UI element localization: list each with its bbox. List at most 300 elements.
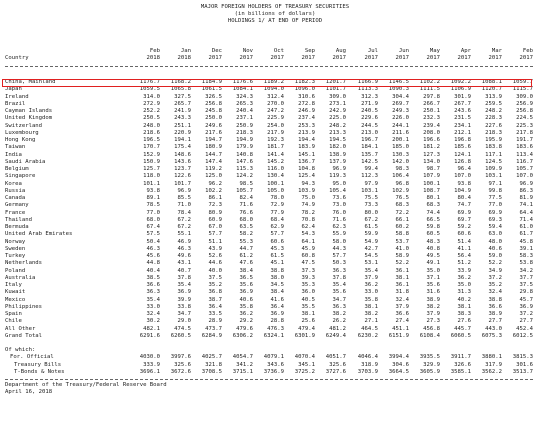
cell-value: 50.4 bbox=[146, 238, 160, 245]
cell-value: 4025.7 bbox=[201, 354, 222, 361]
cell-value: 125.4 bbox=[298, 173, 315, 180]
cell-value: 6230.2 bbox=[357, 332, 378, 339]
cell-value: 32.4 bbox=[146, 311, 160, 317]
cell-value: 217.8 bbox=[516, 129, 533, 136]
cell-value: 100.1 bbox=[423, 180, 440, 187]
cell-value: 107.9 bbox=[423, 173, 440, 180]
country-name: All Other bbox=[5, 325, 36, 332]
cell-value: 309.0 bbox=[329, 93, 346, 100]
cell-value: 3727.6 bbox=[325, 368, 346, 375]
cell-value: 117.1 bbox=[485, 151, 502, 158]
cell-value: 77.0 bbox=[146, 209, 160, 216]
cell-value: 325.6 bbox=[329, 361, 346, 368]
cell-value: 445.7 bbox=[454, 325, 471, 332]
cell-value: 208.0 bbox=[423, 129, 440, 136]
cell-value: 4051.7 bbox=[325, 354, 346, 361]
cell-value: 196.6 bbox=[423, 137, 440, 143]
cell-value: 6291.6 bbox=[139, 332, 160, 339]
country-name: Saudi Arabia bbox=[5, 158, 46, 165]
cell-value: 59.0 bbox=[488, 253, 502, 259]
cell-value: 67.4 bbox=[146, 224, 160, 230]
cell-value: 452.4 bbox=[516, 325, 533, 332]
country-name: Mexico bbox=[5, 296, 26, 303]
footer-divider bbox=[5, 379, 533, 380]
cell-value: 118.0 bbox=[143, 173, 160, 180]
page-title: MAJOR FOREIGN HOLDERS OF TREASURY SECURITIES bbox=[200, 4, 350, 10]
cell-value: 42.7 bbox=[364, 245, 378, 252]
cell-value: 239.4 bbox=[423, 122, 440, 129]
cell-value: 38.2 bbox=[426, 303, 440, 310]
cell-value: 31.8 bbox=[395, 289, 409, 296]
cell-value: 98.7 bbox=[426, 166, 440, 172]
cell-value: 26.2 bbox=[332, 318, 346, 325]
cell-value: 38.2 bbox=[332, 311, 346, 317]
cell-value: 213.0 bbox=[361, 129, 378, 136]
cell-value: 124.1 bbox=[454, 151, 471, 158]
cell-value: 250.0 bbox=[205, 115, 222, 122]
cell-value: 74.4 bbox=[426, 209, 440, 216]
cell-value: 58.9 bbox=[395, 253, 409, 259]
cell-value: 51.1 bbox=[208, 238, 222, 245]
cell-value: 105.4 bbox=[329, 187, 346, 194]
cell-value: 474.5 bbox=[174, 325, 191, 332]
cell-value: 1090.3 bbox=[388, 86, 409, 93]
cell-value: 6324.1 bbox=[263, 332, 284, 339]
cell-value: 6060.5 bbox=[450, 332, 471, 339]
cell-value: 254.0 bbox=[267, 122, 284, 129]
cell-value: 237.1 bbox=[236, 115, 253, 122]
cell-value: 1059.7 bbox=[512, 79, 533, 85]
cell-value: 217.9 bbox=[267, 129, 284, 136]
cell-value: 36.9 bbox=[177, 289, 191, 296]
cell-value: 123.7 bbox=[174, 166, 191, 172]
cell-value: 36.2 bbox=[239, 311, 253, 317]
cell-value: 3997.6 bbox=[170, 354, 191, 361]
cell-value: 93.8 bbox=[457, 180, 471, 187]
col-header-month: Aug bbox=[335, 48, 346, 54]
cell-value: 225.0 bbox=[329, 115, 346, 122]
cell-value: 47.5 bbox=[301, 260, 315, 267]
cell-value: 126.8 bbox=[454, 158, 471, 165]
col-header-month: Apr bbox=[460, 48, 471, 54]
cell-value: 196.8 bbox=[454, 137, 471, 143]
cell-value: 136.7 bbox=[298, 158, 315, 165]
country-name: Korea bbox=[5, 180, 22, 187]
cell-value: 343.6 bbox=[267, 361, 284, 368]
cell-value: 35.8 bbox=[239, 303, 253, 310]
cell-value: 147.6 bbox=[236, 158, 253, 165]
cell-value: 3585.1 bbox=[450, 368, 471, 375]
cell-value: 451.1 bbox=[392, 325, 409, 332]
col-header-month: Jul bbox=[367, 48, 378, 54]
cell-value: 194.9 bbox=[236, 137, 253, 143]
cell-value: 60.6 bbox=[457, 231, 471, 238]
cell-value: 116.0 bbox=[267, 166, 284, 172]
page-subtitle: (in billions of dollars) bbox=[234, 11, 316, 17]
cell-value: 140.8 bbox=[236, 151, 253, 158]
cell-value: 1065.8 bbox=[170, 86, 191, 93]
cell-value: 184.1 bbox=[361, 144, 378, 151]
cell-value: 67.2 bbox=[177, 224, 191, 230]
country-name: Turkey bbox=[5, 253, 26, 259]
footer-source: Department of the Treasury/Federal Reserve Board bbox=[5, 382, 167, 388]
cell-value: 267.7 bbox=[454, 100, 471, 107]
cell-value: 35.4 bbox=[332, 282, 346, 288]
cell-value: 25.6 bbox=[301, 318, 315, 325]
cell-value: 49.6 bbox=[177, 253, 191, 259]
cell-value: 3513.7 bbox=[512, 368, 533, 375]
cell-value: 81.9 bbox=[519, 195, 533, 201]
col-header-year: 2017 bbox=[488, 55, 502, 61]
cell-value: 225.9 bbox=[267, 115, 284, 122]
cell-value: 37.9 bbox=[364, 274, 378, 281]
cell-value: 58.3 bbox=[519, 253, 533, 259]
cell-value: 225.3 bbox=[516, 122, 533, 129]
cell-value: 29.2 bbox=[239, 318, 253, 325]
cell-value: 3696.1 bbox=[139, 368, 160, 375]
cell-value: 47.6 bbox=[239, 260, 253, 267]
cell-value: 77.5 bbox=[488, 195, 502, 201]
cell-value: 3562.2 bbox=[481, 368, 502, 375]
country-name: Australia bbox=[5, 274, 36, 281]
cell-value: 251.1 bbox=[174, 122, 191, 129]
cell-value: 181.7 bbox=[267, 144, 284, 151]
cell-value: 112.3 bbox=[361, 173, 378, 180]
cell-value: 55.9 bbox=[332, 231, 346, 238]
cell-value: 194.1 bbox=[174, 137, 191, 143]
country-name: Netherlands bbox=[5, 260, 43, 267]
cell-value: 130.4 bbox=[267, 173, 284, 180]
cell-value: 250.9 bbox=[236, 122, 253, 129]
cell-value: 68.0 bbox=[146, 216, 160, 223]
cell-value: 479.4 bbox=[298, 325, 315, 332]
cell-value: 243.3 bbox=[174, 115, 191, 122]
country-name: France bbox=[5, 209, 26, 216]
cell-value: 272.8 bbox=[298, 100, 315, 107]
cell-value: 36.3 bbox=[332, 267, 346, 274]
cell-value: 54.3 bbox=[301, 231, 315, 238]
cell-value: 36.6 bbox=[395, 311, 409, 317]
cell-value: 60.2 bbox=[395, 224, 409, 230]
cell-value: 64.1 bbox=[301, 238, 315, 245]
country-name: Ireland bbox=[5, 93, 29, 100]
cell-value: 147.4 bbox=[205, 158, 222, 165]
cell-value: 40.7 bbox=[177, 267, 191, 274]
cell-value: 74.9 bbox=[301, 202, 315, 209]
cell-value: 44.7 bbox=[239, 245, 253, 252]
cell-value: 1201.7 bbox=[325, 79, 346, 85]
cell-value: 37.5 bbox=[208, 274, 222, 281]
cell-value: 40.5 bbox=[301, 296, 315, 303]
cell-value: 35.0 bbox=[426, 267, 440, 274]
country-name: United Kingdom bbox=[5, 115, 53, 122]
cell-value: 36.0 bbox=[301, 289, 315, 296]
cell-value: 248.2 bbox=[485, 108, 502, 114]
cell-value: 341.2 bbox=[236, 361, 253, 368]
cell-value: 96.9 bbox=[177, 187, 191, 194]
cell-value: 4079.1 bbox=[263, 354, 284, 361]
col-header-year: 2017 bbox=[239, 55, 253, 61]
cell-value: 105.0 bbox=[267, 187, 284, 194]
cell-value: 41.0 bbox=[395, 245, 409, 252]
cell-value: 196.7 bbox=[361, 137, 378, 143]
cell-value: 34.9 bbox=[488, 267, 502, 274]
of-which-name: For. Official bbox=[10, 354, 54, 361]
cell-value: 3605.9 bbox=[419, 368, 440, 375]
cell-value: 213.9 bbox=[298, 129, 315, 136]
cell-value: 218.6 bbox=[143, 129, 160, 136]
cell-value: 53.7 bbox=[395, 238, 409, 245]
cell-value: 31.6 bbox=[426, 289, 440, 296]
cell-value: 116.7 bbox=[516, 158, 533, 165]
cell-value: 45.7 bbox=[519, 296, 533, 303]
cell-value: 134.0 bbox=[423, 158, 440, 165]
cell-value: 38.8 bbox=[488, 296, 502, 303]
cell-value: 333.9 bbox=[143, 361, 160, 368]
cell-value: 35.0 bbox=[457, 282, 471, 288]
cell-value: 313.9 bbox=[485, 93, 502, 100]
cell-value: 36.2 bbox=[364, 282, 378, 288]
cell-value: 49.1 bbox=[426, 260, 440, 267]
country-name: India bbox=[5, 151, 22, 158]
cell-value: 74.7 bbox=[457, 202, 471, 209]
cell-value: 473.7 bbox=[205, 325, 222, 332]
cell-value: 38.2 bbox=[364, 311, 378, 317]
cell-value: 63.5 bbox=[239, 224, 253, 230]
cell-value: 3715.1 bbox=[232, 368, 253, 375]
cell-value: 38.3 bbox=[457, 311, 471, 317]
cell-value: 45.3 bbox=[270, 245, 284, 252]
country-name: Spain bbox=[5, 311, 22, 317]
cell-value: 59.4 bbox=[488, 224, 502, 230]
cell-value: 227.6 bbox=[485, 122, 502, 129]
cell-value: 69.9 bbox=[457, 209, 471, 216]
cell-value: 250.5 bbox=[143, 115, 160, 122]
cell-value: 217.6 bbox=[205, 129, 222, 136]
cell-value: 6108.4 bbox=[419, 332, 440, 339]
cell-value: 321.8 bbox=[205, 361, 222, 368]
cell-value: 248.2 bbox=[329, 122, 346, 129]
cell-value: 1102.2 bbox=[419, 79, 440, 85]
cell-value: 104.8 bbox=[298, 166, 315, 172]
cell-value: 73.3 bbox=[364, 202, 378, 209]
cell-value: 180.9 bbox=[205, 144, 222, 151]
cell-value: 77.0 bbox=[488, 202, 502, 209]
cell-value: 326.5 bbox=[205, 93, 222, 100]
cell-value: 142.0 bbox=[392, 158, 409, 165]
col-header-month: Jan bbox=[180, 48, 191, 54]
cell-value: 4046.4 bbox=[357, 354, 378, 361]
cell-value: 36.6 bbox=[488, 303, 502, 310]
cell-value: 35.3 bbox=[301, 282, 315, 288]
cell-value: 36.1 bbox=[395, 267, 409, 274]
cell-value: 80.1 bbox=[426, 195, 440, 201]
cell-value: 35.6 bbox=[332, 289, 346, 296]
country-name: Luxembourg bbox=[5, 129, 39, 136]
cell-value: 249.6 bbox=[205, 122, 222, 129]
cell-value: 78.0 bbox=[270, 195, 284, 201]
cell-value: 34.2 bbox=[519, 267, 533, 274]
cell-value: 220.9 bbox=[174, 129, 191, 136]
cell-value: 28.9 bbox=[208, 318, 222, 325]
col-header-year: 2017 bbox=[301, 55, 315, 61]
cell-value: 76.0 bbox=[332, 209, 346, 216]
cell-value: 226.0 bbox=[392, 115, 409, 122]
cell-value: 45.9 bbox=[301, 245, 315, 252]
cell-value: 182.0 bbox=[329, 144, 346, 151]
cell-value: 270.0 bbox=[267, 100, 284, 107]
cell-value: 200.1 bbox=[392, 137, 409, 143]
cell-value: 224.5 bbox=[516, 115, 533, 122]
cell-value: 77.9 bbox=[270, 209, 284, 216]
cell-value: 252.2 bbox=[143, 108, 160, 114]
cell-value: 66.5 bbox=[426, 216, 440, 223]
cell-value: 231.5 bbox=[454, 115, 471, 122]
cell-value: 229.6 bbox=[361, 115, 378, 122]
cell-value: 57.5 bbox=[146, 231, 160, 238]
cell-value: 36.9 bbox=[239, 289, 253, 296]
cell-value: 1096.0 bbox=[294, 86, 315, 93]
cell-value: 192.3 bbox=[267, 137, 284, 143]
cell-value: 55.3 bbox=[239, 238, 253, 245]
cell-value: 105.7 bbox=[516, 166, 533, 172]
cell-value: 256.8 bbox=[516, 108, 533, 114]
cell-value: 142.5 bbox=[361, 158, 378, 165]
cell-value: 125.7 bbox=[143, 166, 160, 172]
col-header-year: 2017 bbox=[270, 55, 284, 61]
cell-value: 481.2 bbox=[329, 325, 346, 332]
page-subtitle-holdings: HOLDINGS 1/ AT END OF PERIOD bbox=[227, 18, 323, 24]
col-header-year: 2018 bbox=[177, 55, 191, 61]
country-name: Canada bbox=[5, 195, 26, 201]
cell-value: 218.3 bbox=[236, 129, 253, 136]
cell-value: 443.0 bbox=[485, 325, 502, 332]
cell-value: 36.4 bbox=[208, 303, 222, 310]
col-header-country: Country bbox=[5, 55, 29, 61]
cell-value: 145.2 bbox=[267, 158, 284, 165]
cell-value: 211.6 bbox=[392, 129, 409, 136]
col-header-month: Feb bbox=[522, 48, 533, 54]
cell-value: 54.5 bbox=[364, 253, 378, 259]
cell-value: 62.9 bbox=[270, 224, 284, 230]
cell-value: 1176.6 bbox=[232, 79, 253, 85]
col-header-year: 2017 bbox=[519, 55, 533, 61]
cell-value: 150.9 bbox=[143, 158, 160, 165]
cell-value: 33.5 bbox=[208, 311, 222, 317]
cell-value: 62.4 bbox=[301, 224, 315, 230]
cell-value: 1115.7 bbox=[512, 86, 533, 93]
china-highlight-box bbox=[2, 79, 532, 87]
cell-value: 1094.0 bbox=[263, 86, 284, 93]
cell-value: 482.1 bbox=[143, 325, 160, 332]
country-name: Thailand bbox=[5, 216, 32, 223]
cell-value: 76.5 bbox=[395, 195, 409, 201]
cell-value: 145.1 bbox=[298, 151, 315, 158]
cell-value: 38.7 bbox=[208, 296, 222, 303]
cell-value: 3736.9 bbox=[263, 368, 284, 375]
cell-value: 80.0 bbox=[364, 209, 378, 216]
col-header-month: Feb bbox=[149, 48, 160, 54]
cell-value: 36.6 bbox=[146, 282, 160, 288]
cell-value: 103.9 bbox=[298, 187, 315, 194]
cell-value: 4054.7 bbox=[232, 354, 253, 361]
cell-value: 37.8 bbox=[177, 274, 191, 281]
cell-value: 99.4 bbox=[364, 166, 378, 172]
col-header-month: Jun bbox=[398, 48, 409, 54]
cell-value: 58.0 bbox=[332, 238, 346, 245]
cell-value: 119.2 bbox=[205, 166, 222, 172]
cell-value: 75.5 bbox=[364, 195, 378, 201]
cell-value: 170.7 bbox=[143, 144, 160, 151]
cell-value: 1120.7 bbox=[481, 86, 502, 93]
cell-value: 60.9 bbox=[208, 216, 222, 223]
cell-value: 55.1 bbox=[177, 231, 191, 238]
cell-value: 73.0 bbox=[332, 202, 346, 209]
cell-value: 309.0 bbox=[516, 93, 533, 100]
cell-value: 101.7 bbox=[174, 180, 191, 187]
of-which-row bbox=[0, 370, 550, 377]
cell-value: 61.5 bbox=[364, 224, 378, 230]
cell-value: 148.6 bbox=[174, 151, 191, 158]
cell-value: 52.6 bbox=[208, 253, 222, 259]
cell-value: 138.9 bbox=[329, 151, 346, 158]
cell-value: 48.3 bbox=[426, 238, 440, 245]
cell-value: 36.4 bbox=[270, 303, 284, 310]
cell-value: 29.8 bbox=[519, 289, 533, 296]
cell-value: 37.9 bbox=[395, 303, 409, 310]
cell-value: 101.1 bbox=[143, 180, 160, 187]
col-header-month: Oct bbox=[273, 48, 284, 54]
cell-value: 72.9 bbox=[270, 202, 284, 209]
cell-value: 185.0 bbox=[392, 144, 409, 151]
cell-value: 456.8 bbox=[423, 325, 440, 332]
cell-value: 35.6 bbox=[426, 282, 440, 288]
cell-value: 57.7 bbox=[332, 253, 346, 259]
cell-value: 59.8 bbox=[426, 224, 440, 230]
cell-value: 3703.9 bbox=[357, 368, 378, 375]
cell-value: 58.2 bbox=[239, 231, 253, 238]
cell-value: 185.6 bbox=[454, 144, 471, 151]
cell-value: 228.3 bbox=[485, 115, 502, 122]
cell-value: 35.4 bbox=[177, 282, 191, 288]
cell-value: 37.1 bbox=[426, 274, 440, 281]
cell-value: 67.2 bbox=[364, 216, 378, 223]
cell-value: 38.4 bbox=[239, 267, 253, 274]
cell-value: 52.2 bbox=[488, 260, 502, 267]
cell-value: 141.4 bbox=[267, 151, 284, 158]
cell-value: 31.3 bbox=[457, 289, 471, 296]
cell-value: 78.5 bbox=[146, 202, 160, 209]
cell-value: 27.6 bbox=[457, 318, 471, 325]
cell-value: 41.6 bbox=[270, 296, 284, 303]
cell-value: 68.0 bbox=[239, 216, 253, 223]
cell-value: 86.3 bbox=[519, 187, 533, 194]
cell-value: 249.3 bbox=[392, 108, 409, 114]
cell-value: 40.0 bbox=[208, 267, 222, 274]
cell-value: 310.6 bbox=[298, 93, 315, 100]
cell-value: 243.6 bbox=[454, 108, 471, 114]
cell-value: 266.7 bbox=[423, 100, 440, 107]
cell-value: 130.3 bbox=[392, 151, 409, 158]
cell-value: 96.8 bbox=[395, 180, 409, 187]
cell-value: 69.3 bbox=[488, 216, 502, 223]
cell-value: 73.6 bbox=[332, 195, 346, 201]
cell-value: 38.1 bbox=[457, 303, 471, 310]
country-name: Italy bbox=[5, 282, 22, 288]
cell-value: 33.9 bbox=[457, 267, 471, 274]
country-name: Brazil bbox=[5, 100, 26, 107]
cell-value: 1166.9 bbox=[357, 79, 378, 85]
